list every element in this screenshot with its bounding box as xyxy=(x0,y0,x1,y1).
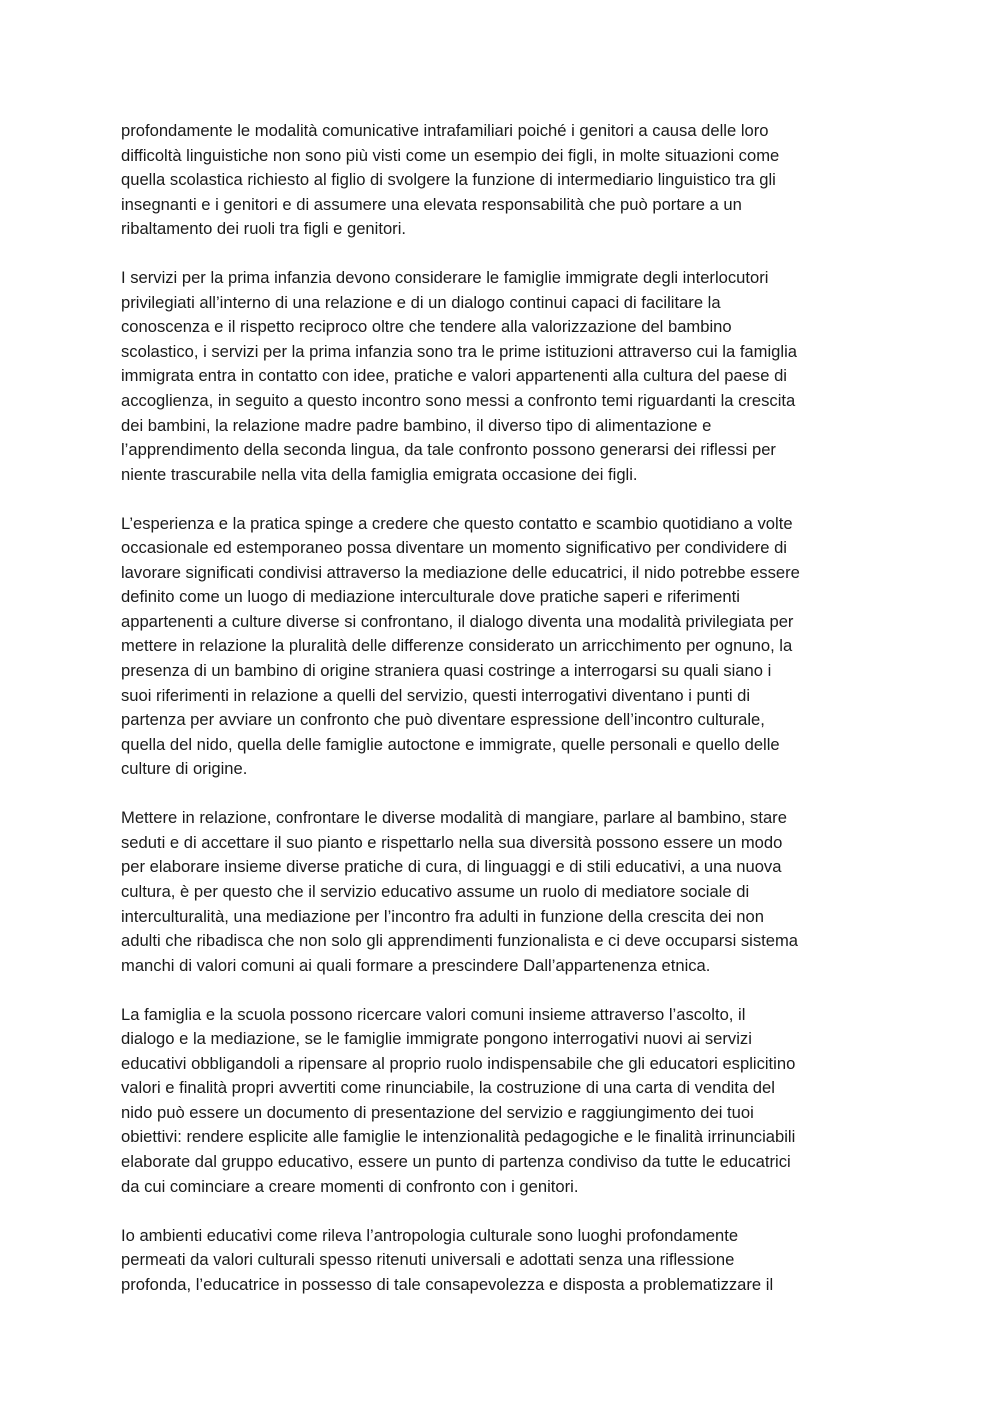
text-line: elaborate dal gruppo educativo, essere un punto di partenza condiviso da tutte le educatrici xyxy=(121,1151,791,1171)
text-line: dialogo e la mediazione, se le famiglie immigrate pongono interrogativi nuovi ai servizi xyxy=(121,1029,752,1049)
text-line: l’apprendimento della seconda lingua, da tale confronto possono generarsi dei riflessi per xyxy=(121,440,776,460)
paragraph-6 xyxy=(121,1224,901,1298)
text-line: insegnanti e i genitori e di assumere una elevata responsabilità che può portare a un xyxy=(121,194,742,214)
text-line: cultura, è per questo che il servizio educativo assume un ruolo di mediatore sociale di xyxy=(121,881,750,901)
text-line: lavorare significati condivisi attraverso la mediazione delle educatrici, il nido potrebbe essere xyxy=(121,562,800,582)
text-line: profonda, l’educatrice in possesso di tale consapevolezza e disposta a problematizzare il xyxy=(121,1274,774,1294)
text-line: dei bambini, la relazione madre padre bambino, il diverso tipo di alimentazione e xyxy=(121,415,712,435)
text-line: presenza di un bambino di origine straniera quasi costringe a interrogarsi su quali siano i xyxy=(121,661,772,681)
text-line: culture di origine. xyxy=(121,759,248,779)
text-line: scolastico, i servizi per la prima infanzia sono tra le prime istituzioni attraverso cui la famiglia xyxy=(121,341,798,361)
text-line: Io ambienti educativi come rileva l’antropologia culturale sono luoghi profondamente xyxy=(121,1225,739,1245)
paragraph-5 xyxy=(121,1003,901,1199)
text-line: Mettere in relazione, confrontare le diverse modalità di mangiare, parlare al bambino, stare xyxy=(121,808,787,828)
text-line: quella del nido, quella delle famiglie autoctone e immigrate, quelle personali e quello delle xyxy=(121,734,780,754)
text-line: per elaborare insieme diverse pratiche di cura, di linguaggi e di stili educativi, a una nuova xyxy=(121,857,782,877)
text-line: difficoltà linguistiche non sono più visti come un esempio dei figli, in molte situazioni come xyxy=(121,145,780,165)
paragraph-4 xyxy=(121,806,901,978)
text-line: valori e finalità propri avvertiti come rinunciabile, la costruzione di una carta di vendita del xyxy=(121,1078,775,1098)
text-line: La famiglia e la scuola possono ricercare valori comuni insieme attraverso l’ascolto, il xyxy=(121,1004,746,1024)
text-line: quella scolastica richiesto al figlio di svolgere la funzione di intermediario linguistico tra gli xyxy=(121,170,776,190)
text-line: profondamente le modalità comunicative intrafamiliari poiché i genitori a causa delle loro xyxy=(121,121,769,140)
text-line: niente trascurabile nella vita della famiglia emigrata occasione dei figli. xyxy=(121,464,638,484)
text-line: obiettivi: rendere esplicite alle famiglie le intenzionalità pedagogiche e le finalità irrinunciabili xyxy=(121,1127,796,1147)
text-line: permeati da valori culturali spesso ritenuti universali e adottati senza una riflessione xyxy=(121,1250,735,1270)
text-line: L’esperienza e la pratica spinge a credere che questo contatto e scambio quotidiano a volte xyxy=(121,513,793,533)
text-line: immigrata entra in contatto con idee, pratiche e valori appartenenti alla cultura del paese di xyxy=(121,366,787,386)
text-line: occasionale ed estemporaneo possa diventare un momento significativo per condividere di xyxy=(121,538,787,558)
document-body xyxy=(121,119,901,1322)
text-line: nido può essere un documento di presentazione del servizio e raggiungimento dei tuoi xyxy=(121,1102,754,1122)
text-line: educativi obbligandoli a ripensare al proprio ruolo indispensabile che gli educatori esplicitino xyxy=(121,1053,796,1073)
paragraph-2 xyxy=(121,266,901,487)
text-line: appartenenti a culture diverse si confrontano, il dialogo diventa una modalità privilegiata per xyxy=(121,611,794,631)
text-line: I servizi per la prima infanzia devono considerare le famiglie immigrate degli interlocutori xyxy=(121,268,769,288)
text-line: privilegiati all’interno di una relazione e di un dialogo continui capaci di facilitare la xyxy=(121,292,721,312)
text-line: mettere in relazione la pluralità delle differenze considerato un arricchimento per ognuno, la xyxy=(121,636,793,656)
text-line: seduti e di accettare il suo pianto e rispettarlo nella sua diversità possono essere un modo xyxy=(121,832,783,852)
paragraph-3 xyxy=(121,512,901,782)
text-line: definito come un luogo di mediazione interculturale dove pratiche saperi e riferimenti xyxy=(121,587,740,607)
text-line: da cui cominciare a creare momenti di confronto con i genitori. xyxy=(121,1176,579,1196)
text-line: adulti che ribadisca che non solo gli apprendimenti funzionalista e ci deve occuparsi sistema xyxy=(121,931,799,951)
text-line: interculturalità, una mediazione per l’incontro fra adulti in funzione della crescita dei non xyxy=(121,906,764,926)
text-line: suoi riferimenti in relazione a quelli del servizio, questi interrogativi diventano i punti di xyxy=(121,685,751,705)
text-line: accoglienza, in seguito a questo incontro sono messi a confronto temi riguardanti la crescita xyxy=(121,391,796,411)
text-line: conoscenza e il rispetto reciproco oltre che tendere alla valorizzazione del bambino xyxy=(121,317,732,337)
text-line: ribaltamento dei ruoli tra figli e genitori. xyxy=(121,219,407,239)
text-line: manchi di valori comuni ai quali formare a prescindere Dall’appartenenza etnica. xyxy=(121,955,711,975)
text-line: partenza per avviare un confronto che può diventare espressione dell’incontro culturale, xyxy=(121,710,765,730)
paragraph-1 xyxy=(121,119,901,242)
